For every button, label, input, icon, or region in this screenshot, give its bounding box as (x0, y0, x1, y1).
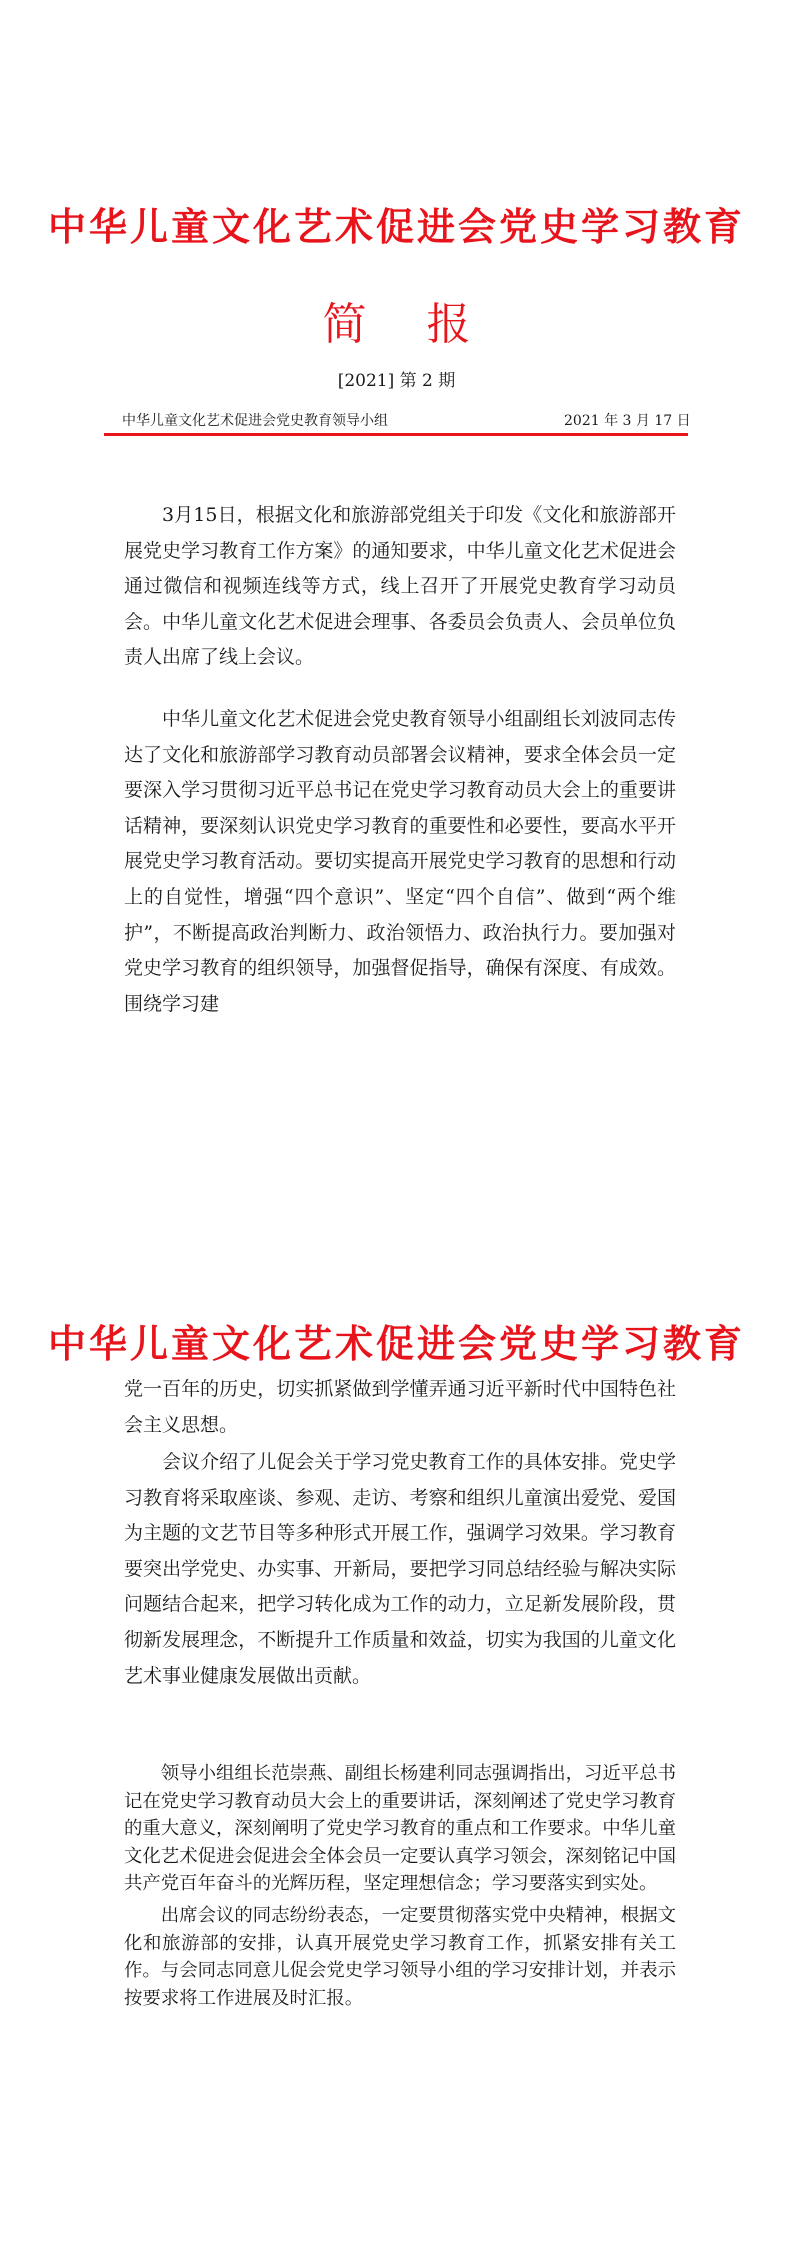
paragraph-5: 出席会议的同志纷纷表态，一定要贯彻落实党中央精神，根据文化和旅游部的安排，认真开展党史学习教育工作，抓紧安排有关工作。与会同志同意儿促会党史学习领导小组的学习安排计划，并表示按要求将工作进展及时汇报。 (124, 1905, 676, 2009)
paragraph-2-continued: 党一百年的历史，切实抓紧做到学懂弄通习近平新时代中国特色社会主义思想。 (124, 1378, 676, 1436)
paragraph-1: 3月15日，根据文化和旅游部党组关于印发《文化和旅游部开展党史学习教育工作方案》的通知要求，中华儿童文化艺术促进会通过微信和视频连线等方式，线上召开了开展党史教育学习动员会。中华儿童文化艺术促进会理事、各委员会负责人、会员单位负责人出席了线上会议。 (124, 504, 676, 669)
paragraph-3: 会议介绍了儿促会关于学习党史教育工作的具体安排。党史学习教育将采取座谈、参观、走访、考察和组织儿童演出爱党、爱国为主题的文艺节目等多种形式开展工作，强调学习效果。学习教育要突出学党史、办实事、开新局，要把学习同总结经验与解决实际问题结合起来，把学习转化成为工作的动力，立足新发展阶段，贯彻新发展理念，不断提升工作质量和效益，切实为我国的儿童文化艺术事业健康发展做出贡献。 (124, 1451, 676, 1687)
red-divider-line (104, 433, 688, 436)
page-2-title: 中华儿童文化艺术促进会党史学习教育 (47, 1322, 745, 1366)
briefing-heading: 简报 (322, 299, 531, 350)
paragraph-4: 领导小组组长范崇燕、副组长杨建利同志强调指出，习近平总书记在党史学习教育动员大会上的重要讲话，深刻阐述了党史学习教育的重大意义，深刻阐明了党史学习教育的重点和工作要求。中华儿童文化艺术促进会促进会全体会员一定要认真学习领会，深刻铭记中国共产党百年奋斗的光辉历程，坚定理想信念；学习要落实到实处。 (124, 1763, 676, 1894)
document-title: 中华儿童文化艺术促进会党史学习教育 (47, 205, 745, 249)
issue-date: 2021 年 3 月 17 日 (564, 413, 691, 429)
issue-number: [2021] 第 2 期 (337, 371, 456, 391)
paragraph-2: 中华儿童文化艺术促进会党史教育领导小组副组长刘波同志传达了文化和旅游部学习教育动员部署会议精神，要求全体会员一定要深入学习贯彻习近平总书记在党史学习教育动员大会上的重要讲话精神，要深刻认识党史学习教育的重要性和必要性，要高水平开展党史学习教育活动。要切实提高开展党史学习教育的思想和行动上的自觉性，增强“四个意识”、坚定“四个自信”、做到“两个维护”，不断提高政治判断力、政治领悟力、政治执行力。要加强对党史学习教育的组织领导，加强督促指导，确保有深度、有成效。围绕学习建 (124, 708, 676, 1015)
issuing-body: 中华儿童文化艺术促进会党史教育领导小组 (122, 413, 388, 429)
